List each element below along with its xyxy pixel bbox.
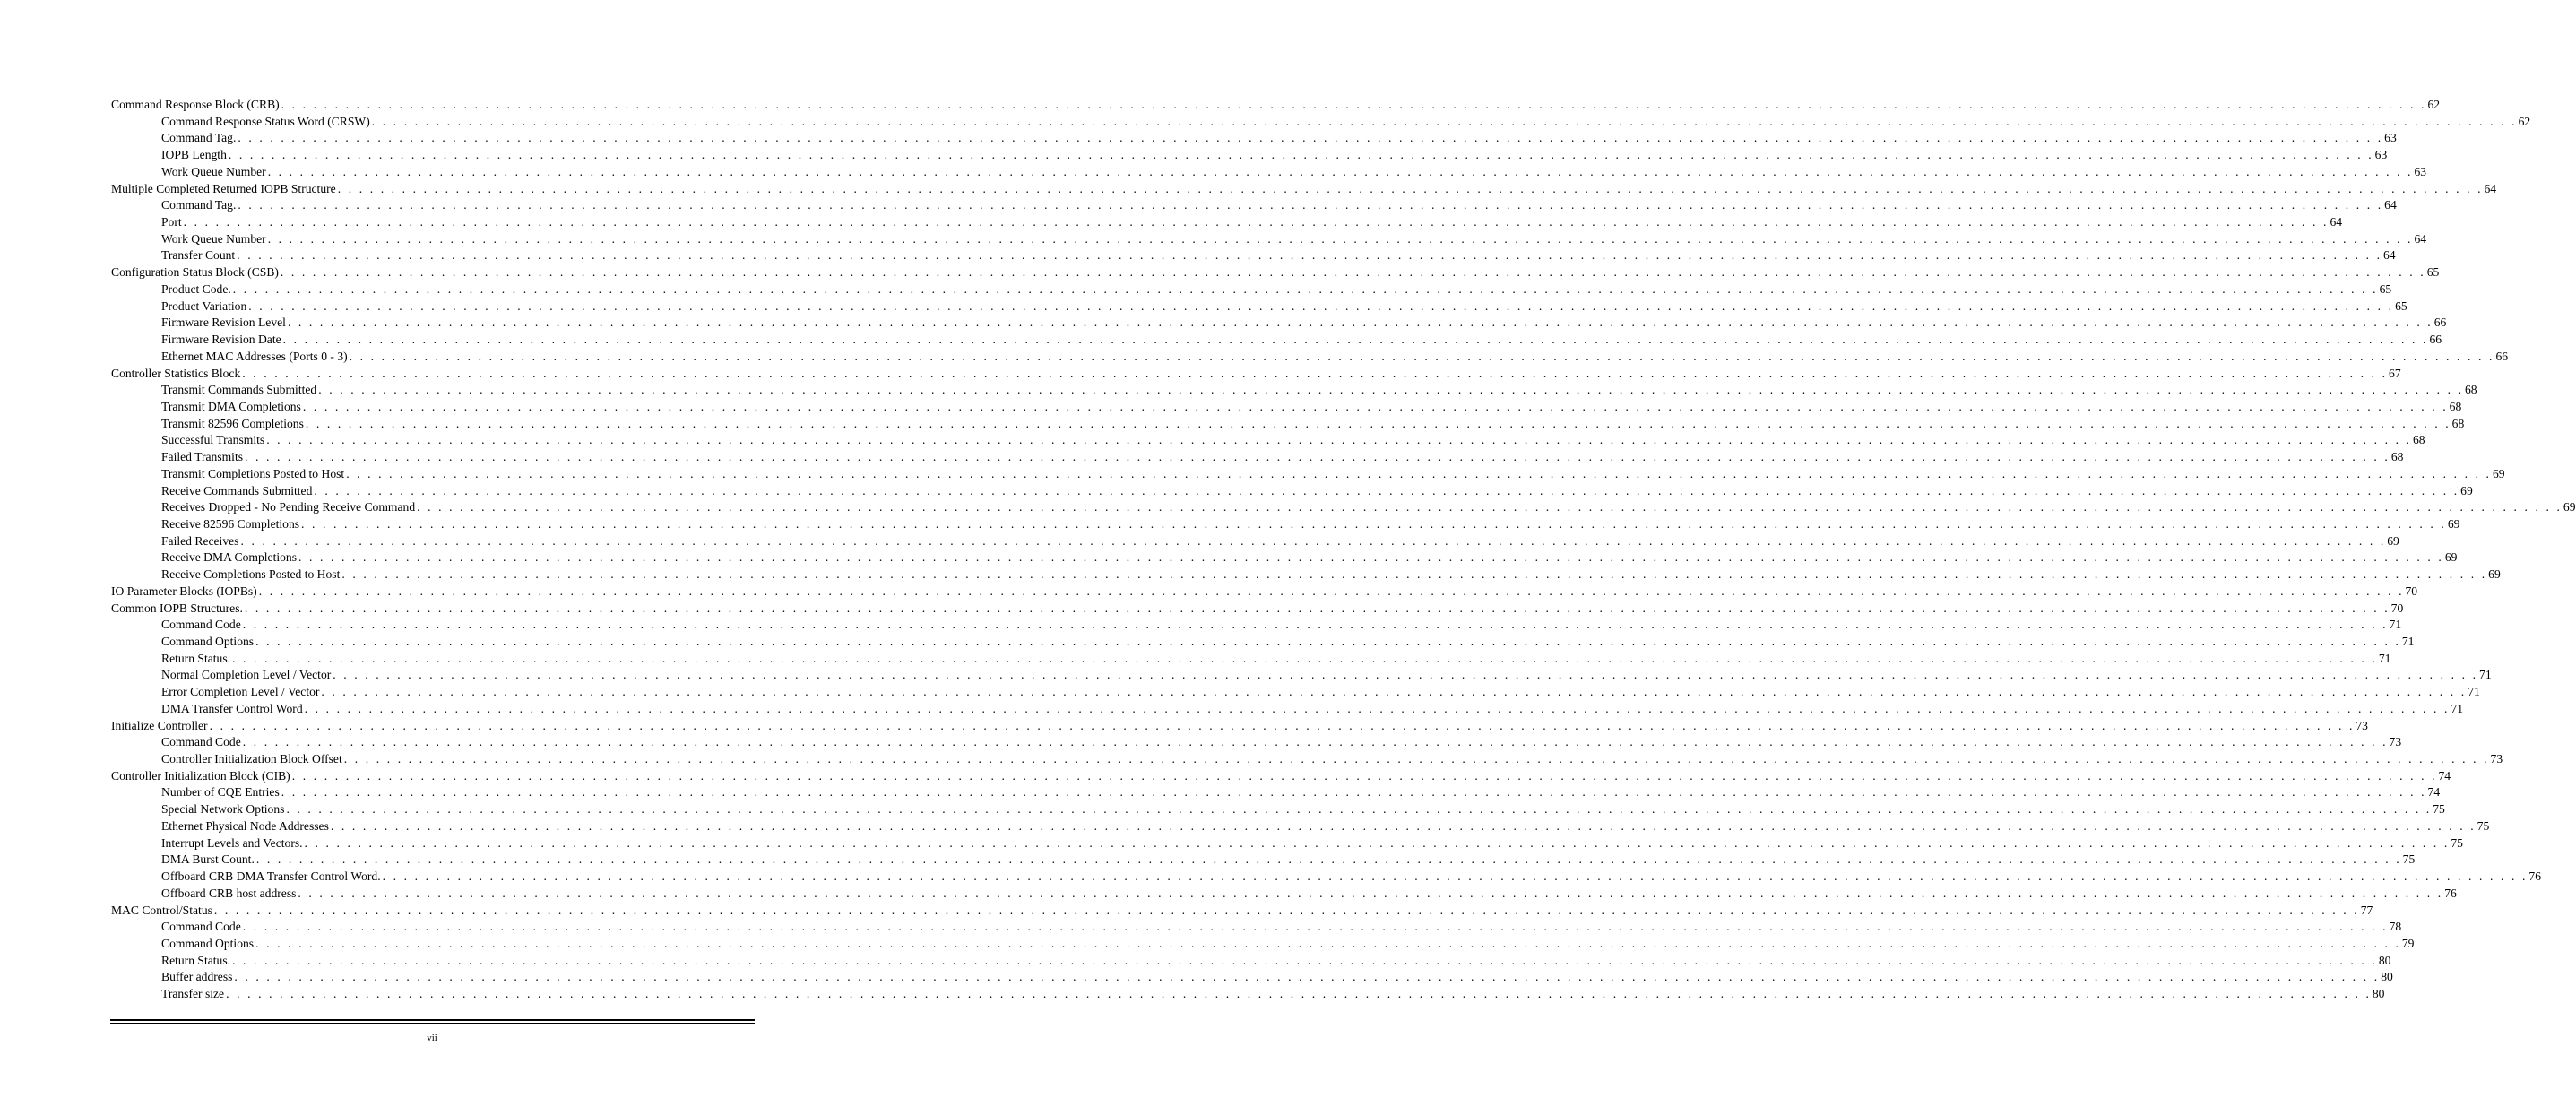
dot-leader: . . . . . . . . . . . . . . . . . . . . . . . . . . . . . . . . . . . . . . . . . . . . . . . . . . . . . . . . . . . . . . . . . . . . . . . . . . . . . . . . . . . . . . . . . . . . . . . . . . . . . . . . . . . . . . . . . . . . . . . . . . . . . . . . . . . . . . . . . . . . . . . . . . . . . . . . . . . . . . . . . . . . . . . . . . . . . . . . . . . . . . . . . . . . . . . . . . . . . . . .	[242, 920, 2389, 934]
toc-page-number: 67	[2389, 366, 2401, 380]
toc-subentry	[111, 164, 2427, 181]
toc-entry-title: Command Tag.	[161, 198, 237, 212]
toc-page-number: 75	[2451, 835, 2463, 850]
toc-page-number: 63	[2414, 164, 2427, 178]
toc-page-number: 62	[2518, 114, 2531, 128]
toc-subentry	[111, 298, 2407, 316]
toc-subentry	[111, 130, 2397, 147]
toc-entry-title: Offboard CRB DMA Transfer Control Word.	[161, 869, 381, 884]
dot-leader: . . . . . . . . . . . . . . . . . . . . . . . . . . . . . . . . . . . . . . . . . . . . . . . . . . . . . . . . . . . . . . . . . . . . . . . . . . . . . . . . . . . . . . . . . . . . . . . . . . . . . . . . . . . . . . . . . . . . . . . . . . . . . . . . . . . . . . . . . . . . . . . . . . . . . . . . . . . . . . . . . . . . . . . . . . . . . . . . . . . . . . . . . . . . . . . . . . . . . . . .	[282, 333, 2429, 347]
toc-page-number: 68	[2449, 399, 2462, 413]
toc-page-number: 71	[2468, 685, 2480, 699]
toc-entry-title: Command Code	[161, 618, 241, 632]
toc-entry-title: Controller Initialization Block Offset	[161, 752, 342, 766]
toc-subentry	[111, 432, 2425, 449]
toc-page-number: 76	[2528, 869, 2541, 884]
dot-leader: . . . . . . . . . . . . . . . . . . . . . . . . . . . . . . . . . . . . . . . . . . . . . . . . . . . . . . . . . . . . . . . . . . . . . . . . . . . . . . . . . . . . . . . . . . . . . . . . . . . . . . . . . . . . . . . . . . . . . . . . . . . . . . . . . . . . . . . . . . . . . . . . . . . . . . . . . . . . . . . . . . . . . . . . . . . . . . . . . . . . . . . . . . . . . . . . . . . . . . . .	[238, 131, 2383, 145]
toc-entry-title: Product Variation	[161, 298, 247, 313]
toc-subentry	[111, 684, 2480, 701]
toc-entry	[111, 366, 2401, 383]
toc-page-number: 77	[2360, 903, 2373, 917]
dot-leader: . . . . . . . . . . . . . . . . . . . . . . . . . . . . . . . . . . . . . . . . . . . . . . . . . . . . . . . . . . . . . . . . . . . . . . . . . . . . . . . . . . . . . . . . . . . . . . . . . . . . . . . . . . . . . . . . . . . . . . . . . . . . . . . . . . . . . . . . . . . . . . . . . . . . . . . . . . . . . . . . . . . . . . . . . . . . . . . . . . . . . . . . . . . . . . . . . . . . . . . .	[305, 416, 2451, 430]
dot-leader: . . . . . . . . . . . . . . . . . . . . . . . . . . . . . . . . . . . . . . . . . . . . . . . . . . . . . . . . . . . . . . . . . . . . . . . . . . . . . . . . . . . . . . . . . . . . . . . . . . . . . . . . . . . . . . . . . . . . . . . . . . . . . . . . . . . . . . . . . . . . . . . . . . . . . . . . . . . . . . . . . . . . . . . . . . . . . . . . . . . . . . . . . . . . . . . . . . . . . . . .	[281, 785, 2427, 800]
toc-subentry	[111, 969, 2393, 986]
dot-leader: . . . . . . . . . . . . . . . . . . . . . . . . . . . . . . . . . . . . . . . . . . . . . . . . . . . . . . . . . . . . . . . . . . . . . . . . . . . . . . . . . . . . . . . . . . . . . . . . . . . . . . . . . . . . . . . . . . . . . . . . . . . . . . . . . . . . . . . . . . . . . . . . . . . . . . . . . . . . . . . . . . . . . . . . . . . . . . . . . . . . . . . . . . . . . . . . . . . . . . . .	[267, 164, 2414, 178]
toc-page-number: 66	[2429, 333, 2442, 347]
toc-page-number: 73	[2356, 718, 2368, 732]
toc-page-number: 80	[2378, 953, 2391, 967]
toc-entry-title: Command Options	[161, 635, 255, 648]
footer-rule-thick	[110, 1019, 755, 1021]
toc-entry	[111, 584, 2418, 601]
dot-leader: . . . . . . . . . . . . . . . . . . . . . . . . . . . . . . . . . . . . . . . . . . . . . . . . . . . . . . . . . . . . . . . . . . . . . . . . . . . . . . . . . . . . . . . . . . . . . . . . . . . . . . . . . . . . . . . . . . . . . . . . . . . . . . . . . . . . . . . . . . . . . . . . . . . . . . . . . . . . . . . . . . . . . . . . . . . . . . . . . . . . . . . . . . . . . . . . . . . . . . . .	[242, 618, 2389, 632]
toc-page-number: 75	[2433, 802, 2445, 817]
toc-subentry	[111, 835, 2463, 852]
toc-entry	[111, 903, 2373, 920]
toc-subentry	[111, 936, 2415, 953]
dot-leader: . . . . . . . . . . . . . . . . . . . . . . . . . . . . . . . . . . . . . . . . . . . . . . . . . . . . . . . . . . . . . . . . . . . . . . . . . . . . . . . . . . . . . . . . . . . . . . . . . . . . . . . . . . . . . . . . . . . . . . . . . . . . . . . . . . . . . . . . . . . . . . . . . . . . . . . . . . . . . . . . . . . . . . . . . . . . . . . . . . . . . . . . . . . . . . . . . . . . . . . .	[371, 114, 2518, 128]
toc-page-number: 74	[2438, 768, 2451, 783]
toc-subentry	[111, 701, 2464, 718]
dot-leader: . . . . . . . . . . . . . . . . . . . . . . . . . . . . . . . . . . . . . . . . . . . . . . . . . . . . . . . . . . . . . . . . . . . . . . . . . . . . . . . . . . . . . . . . . . . . . . . . . . . . . . . . . . . . . . . . . . . . . . . . . . . . . . . . . . . . . . . . . . . . . . . . . . . . . . . . . . . . . . . . . . . . . . . . . . . . . . . . . . . . . . . . . . . . . . . . . . . . . . . .	[301, 516, 2447, 531]
dot-leader: . . . . . . . . . . . . . . . . . . . . . . . . . . . . . . . . . . . . . . . . . . . . . . . . . . . . . . . . . . . . . . . . . . . . . . . . . . . . . . . . . . . . . . . . . . . . . . . . . . . . . . . . . . . . . . . . . . . . . . . . . . . . . . . . . . . . . . . . . . . . . . . . . . . . . . . . . . . . . . . . . . . . . . . . . . . . . . . . . . . . . . . . . . . . . . . . . . . . . . . .	[240, 533, 2386, 548]
toc-entry-title: Buffer address	[161, 970, 233, 984]
toc-subentry	[111, 953, 2391, 970]
toc-subentry	[111, 986, 2385, 1003]
toc-page-number: 69	[2488, 567, 2501, 582]
toc-subentry	[111, 751, 2503, 768]
toc-entry-title: Command Tag.	[161, 131, 237, 145]
dot-leader: . . . . . . . . . . . . . . . . . . . . . . . . . . . . . . . . . . . . . . . . . . . . . . . . . . . . . . . . . . . . . . . . . . . . . . . . . . . . . . . . . . . . . . . . . . . . . . . . . . . . . . . . . . . . . . . . . . . . . . . . . . . . . . . . . . . . . . . . . . . . . . . . . . . . . . . . . . . . . . . . . . . . . . . . . . . . . . . . . . . . . . . . . . . . . . . . . . . . . . . .	[287, 316, 2433, 330]
toc-entry-title: Failed Receives	[161, 533, 239, 548]
toc-entry-title: Transmit 82596 Completions	[161, 416, 304, 430]
toc-entry-title: Transmit DMA Completions	[161, 399, 301, 413]
dot-leader: . . . . . . . . . . . . . . . . . . . . . . . . . . . . . . . . . . . . . . . . . . . . . . . . . . . . . . . . . . . . . . . . . . . . . . . . . . . . . . . . . . . . . . . . . . . . . . . . . . . . . . . . . . . . . . . . . . . . . . . . . . . . . . . . . . . . . . . . . . . . . . . . . . . . . . . . . . . . . . . . . . . . . . . . . . . . . . . . . . . . . . . . . . . . . . . . . . . . . . . .	[238, 198, 2383, 212]
dot-leader: . . . . . . . . . . . . . . . . . . . . . . . . . . . . . . . . . . . . . . . . . . . . . . . . . . . . . . . . . . . . . . . . . . . . . . . . . . . . . . . . . . . . . . . . . . . . . . . . . . . . . . . . . . . . . . . . . . . . . . . . . . . . . . . . . . . . . . . . . . . . . . . . . . . . . . . . . . . . . . . . . . . . . . . . . . . . . . . . . . . . . . . . . . . . . . . . . . . . . . . .	[382, 869, 2528, 884]
toc-entry-title: Configuration Status Block (CSB)	[111, 265, 279, 280]
toc-entry-title: Transfer size	[161, 987, 225, 1001]
toc-page-number: 65	[2426, 265, 2440, 280]
toc-entry	[111, 181, 2497, 198]
toc-subentry	[111, 466, 2505, 483]
toc-subentry	[111, 416, 2465, 433]
dot-leader: . . . . . . . . . . . . . . . . . . . . . . . . . . . . . . . . . . . . . . . . . . . . . . . . . . . . . . . . . . . . . . . . . . . . . . . . . . . . . . . . . . . . . . . . . . . . . . . . . . . . . . . . . . . . . . . . . . . . . . . . . . . . . . . . . . . . . . . . . . . . . . . . . . . . . . . . . . . . . . . . . . . . . . . . . . . . . . . . . . . . . . . . . . . . . . . . . . . . . . . .	[232, 651, 2378, 665]
toc-entry-title: Command Code	[161, 735, 241, 749]
toc-entry-title: Common IOPB Structures.	[111, 601, 243, 615]
toc-page-number: 65	[2379, 281, 2392, 296]
dot-leader: . . . . . . . . . . . . . . . . . . . . . . . . . . . . . . . . . . . . . . . . . . . . . . . . . . . . . . . . . . . . . . . . . . . . . . . . . . . . . . . . . . . . . . . . . . . . . . . . . . . . . . . . . . . . . . . . . . . . . . . . . . . . . . . . . . . . . . . . . . . . . . . . . . . . . . . . . . . . . . . . . . . . . . . . . . . . . . . . . . . . . . . . . . . . . . . . . . . . . . . .	[267, 231, 2414, 246]
toc-entry-title: Receive DMA Completions	[161, 550, 298, 565]
dot-leader: . . . . . . . . . . . . . . . . . . . . . . . . . . . . . . . . . . . . . . . . . . . . . . . . . . . . . . . . . . . . . . . . . . . . . . . . . . . . . . . . . . . . . . . . . . . . . . . . . . . . . . . . . . . . . . . . . . . . . . . . . . . . . . . . . . . . . . . . . . . . . . . . . . . . . . . . . . . . . . . . . . . . . . . . . . . . . . . . . . . . . . . . . . . . . . . . . . . . . . . .	[183, 215, 2330, 229]
toc-subentry	[111, 784, 2441, 801]
toc-page-number: 68	[2451, 416, 2465, 430]
toc-page-number: 69	[2444, 550, 2458, 565]
toc-subentry	[111, 801, 2445, 818]
toc-page-number: 75	[2402, 852, 2416, 867]
dot-leader: . . . . . . . . . . . . . . . . . . . . . . . . . . . . . . . . . . . . . . . . . . . . . . . . . . . . . . . . . . . . . . . . . . . . . . . . . . . . . . . . . . . . . . . . . . . . . . . . . . . . . . . . . . . . . . . . . . . . . . . . . . . . . . . . . . . . . . . . . . . . . . . . . . . . . . . . . . . . . . . . . . . . . . . . . . . . . . . . . . . . . . . . . . . . . . . . . . . . . . . .	[242, 735, 2389, 749]
dot-leader: . . . . . . . . . . . . . . . . . . . . . . . . . . . . . . . . . . . . . . . . . . . . . . . . . . . . . . . . . . . . . . . . . . . . . . . . . . . . . . . . . . . . . . . . . . . . . . . . . . . . . . . . . . . . . . . . . . . . . . . . . . . . . . . . . . . . . . . . . . . . . . . . . . . . . . . . . . . . . . . . . . . . . . . . . . . . . . . . . . . . . . . . . . . . . . . . . . . . . . . .	[232, 953, 2378, 967]
toc-page-number: 66	[2495, 349, 2509, 363]
toc-entry-title: Interrupt Levels and Vectors.	[161, 835, 303, 850]
toc-subentry	[111, 734, 2402, 751]
toc-page-number: 69	[2563, 500, 2576, 515]
dot-leader: . . . . . . . . . . . . . . . . . . . . . . . . . . . . . . . . . . . . . . . . . . . . . . . . . . . . . . . . . . . . . . . . . . . . . . . . . . . . . . . . . . . . . . . . . . . . . . . . . . . . . . . . . . . . . . . . . . . . . . . . . . . . . . . . . . . . . . . . . . . . . . . . . . . . . . . . . . . . . . . . . . . . . . . . . . . . . . . . . . . . . . . . . . . . . . . . . . . . . . . .	[343, 752, 2490, 766]
toc-page-number: 78	[2389, 920, 2402, 934]
toc-entry	[111, 718, 2368, 735]
toc-subentry	[111, 869, 2541, 886]
toc-page-number: 71	[2451, 701, 2464, 715]
toc-entry-title: IO Parameter Blocks (IOPBs)	[111, 584, 257, 598]
dot-leader: . . . . . . . . . . . . . . . . . . . . . . . . . . . . . . . . . . . . . . . . . . . . . . . . . . . . . . . . . . . . . . . . . . . . . . . . . . . . . . . . . . . . . . . . . . . . . . . . . . . . . . . . . . . . . . . . . . . . . . . . . . . . . . . . . . . . . . . . . . . . . . . . . . . . . . . . . . . . . . . . . . . . . . . . . . . . . . . . . . . . . . . . . . . . . . . . . . . . . . . .	[209, 718, 2355, 732]
toc-subentry	[111, 231, 2427, 248]
toc-entry-title: DMA Burst Count.	[161, 852, 255, 867]
toc-page-number: 69	[2460, 483, 2473, 497]
dot-leader: . . . . . . . . . . . . . . . . . . . . . . . . . . . . . . . . . . . . . . . . . . . . . . . . . . . . . . . . . . . . . . . . . . . . . . . . . . . . . . . . . . . . . . . . . . . . . . . . . . . . . . . . . . . . . . . . . . . . . . . . . . . . . . . . . . . . . . . . . . . . . . . . . . . . . . . . . . . . . . . . . . . . . . . . . . . . . . . . . . . . . . . . . . . . . . . . . . . . . . . .	[286, 802, 2432, 817]
toc-entry-title: Number of CQE Entries	[161, 785, 280, 800]
toc-entry-title: Return Status.	[161, 953, 231, 967]
toc-entry-title: Normal Completion Level / Vector	[161, 668, 332, 682]
toc-entry	[111, 97, 2441, 114]
dot-leader: . . . . . . . . . . . . . . . . . . . . . . . . . . . . . . . . . . . . . . . . . . . . . . . . . . . . . . . . . . . . . . . . . . . . . . . . . . . . . . . . . . . . . . . . . . . . . . . . . . . . . . . . . . . . . . . . . . . . . . . . . . . . . . . . . . . . . . . . . . . . . . . . . . . . . . . . . . . . . . . . . . . . . . . . . . . . . . . . . . . . . . . . . . . . . . . . . . . . . . . .	[346, 466, 2492, 480]
toc-page-number: 80	[2372, 987, 2385, 1001]
toc-page-number: 64	[2384, 198, 2397, 212]
toc-subentry	[111, 499, 2576, 516]
toc-subentry	[111, 651, 2391, 668]
dot-leader: . . . . . . . . . . . . . . . . . . . . . . . . . . . . . . . . . . . . . . . . . . . . . . . . . . . . . . . . . . . . . . . . . . . . . . . . . . . . . . . . . . . . . . . . . . . . . . . . . . . . . . . . . . . . . . . . . . . . . . . . . . . . . . . . . . . . . . . . . . . . . . . . . . . . . . . . . . . . . . . . . . . . . . . . . . . . . . . . . . . . . . . . . . . . . . . . . . . . . . . .	[349, 349, 2495, 363]
dot-leader: . . . . . . . . . . . . . . . . . . . . . . . . . . . . . . . . . . . . . . . . . . . . . . . . . . . . . . . . . . . . . . . . . . . . . . . . . . . . . . . . . . . . . . . . . . . . . . . . . . . . . . . . . . . . . . . . . . . . . . . . . . . . . . . . . . . . . . . . . . . . . . . . . . . . . . . . . . . . . . . . . . . . . . . . . . . . . . . . . . . . . . . . . . . . . . . . . . . . . . . .	[213, 903, 2360, 917]
dot-leader: . . . . . . . . . . . . . . . . . . . . . . . . . . . . . . . . . . . . . . . . . . . . . . . . . . . . . . . . . . . . . . . . . . . . . . . . . . . . . . . . . . . . . . . . . . . . . . . . . . . . . . . . . . . . . . . . . . . . . . . . . . . . . . . . . . . . . . . . . . . . . . . . . . . . . . . . . . . . . . . . . . . . . . . . . . . . . . . . . . . . . . . . . . . . . . . . . . . . . . . .	[298, 550, 2444, 565]
toc-page-number: 75	[2477, 818, 2490, 833]
dot-leader: . . . . . . . . . . . . . . . . . . . . . . . . . . . . . . . . . . . . . . . . . . . . . . . . . . . . . . . . . . . . . . . . . . . . . . . . . . . . . . . . . . . . . . . . . . . . . . . . . . . . . . . . . . . . . . . . . . . . . . . . . . . . . . . . . . . . . . . . . . . . . . . . . . . . . . . . . . . . . . . . . . . . . . . . . . . . . . . . . . . . . . . . . . . . . . . . . . . . . . . .	[321, 685, 2467, 699]
dot-leader: . . . . . . . . . . . . . . . . . . . . . . . . . . . . . . . . . . . . . . . . . . . . . . . . . . . . . . . . . . . . . . . . . . . . . . . . . . . . . . . . . . . . . . . . . . . . . . . . . . . . . . . . . . . . . . . . . . . . . . . . . . . . . . . . . . . . . . . . . . . . . . . . . . . . . . . . . . . . . . . . . . . . . . . . . . . . . . . . . . . . . . . . . . . . . . . . . . . . . . . .	[244, 601, 2390, 615]
dot-leader: . . . . . . . . . . . . . . . . . . . . . . . . . . . . . . . . . . . . . . . . . . . . . . . . . . . . . . . . . . . . . . . . . . . . . . . . . . . . . . . . . . . . . . . . . . . . . . . . . . . . . . . . . . . . . . . . . . . . . . . . . . . . . . . . . . . . . . . . . . . . . . . . . . . . . . . . . . . . . . . . . . . . . . . . . . . . . . . . . . . . . . . . . . . . . . . . . . . . . . . .	[341, 567, 2487, 582]
toc-subentry	[111, 147, 2388, 164]
toc-entry-title: Multiple Completed Returned IOPB Structure	[111, 181, 336, 195]
toc-entry	[111, 264, 2440, 281]
toc-subentry	[111, 667, 2492, 684]
toc-page-number: 71	[2389, 618, 2402, 632]
toc-page-number: 63	[2374, 148, 2388, 162]
toc-entry-title: Product Code.	[161, 281, 231, 296]
toc-page-number: 64	[2330, 215, 2343, 229]
toc-subentry	[111, 634, 2415, 651]
toc-subentry	[111, 315, 2447, 332]
toc-page-number: 68	[2465, 383, 2477, 397]
dot-leader: . . . . . . . . . . . . . . . . . . . . . . . . . . . . . . . . . . . . . . . . . . . . . . . . . . . . . . . . . . . . . . . . . . . . . . . . . . . . . . . . . . . . . . . . . . . . . . . . . . . . . . . . . . . . . . . . . . . . . . . . . . . . . . . . . . . . . . . . . . . . . . . . . . . . . . . . . . . . . . . . . . . . . . . . . . . . . . . . . . . . . . . . . . . . . . . . . . . . . . . .	[245, 450, 2390, 464]
dot-leader: . . . . . . . . . . . . . . . . . . . . . . . . . . . . . . . . . . . . . . . . . . . . . . . . . . . . . . . . . . . . . . . . . . . . . . . . . . . . . . . . . . . . . . . . . . . . . . . . . . . . . . . . . . . . . . . . . . . . . . . . . . . . . . . . . . . . . . . . . . . . . . . . . . . . . . . . . . . . . . . . . . . . . . . . . . . . . . . . . . . . . . . . . . . . . . . . . . . . . . . .	[248, 298, 2394, 313]
toc-entry-title: Firmware Revision Date	[161, 333, 281, 347]
toc-entry-title: Successful Transmits	[161, 433, 265, 447]
dot-leader: . . . . . . . . . . . . . . . . . . . . . . . . . . . . . . . . . . . . . . . . . . . . . . . . . . . . . . . . . . . . . . . . . . . . . . . . . . . . . . . . . . . . . . . . . . . . . . . . . . . . . . . . . . . . . . . . . . . . . . . . . . . . . . . . . . . . . . . . . . . . . . . . . . . . . . . . . . . . . . . . . . . . . . . . . . . . . . . . . . . . . . . . . . . . . . . . . . . . . . . .	[232, 281, 2379, 296]
toc-page-number: 80	[2381, 970, 2393, 984]
toc-entry-title: DMA Transfer Control Word	[161, 701, 303, 715]
dot-leader: . . . . . . . . . . . . . . . . . . . . . . . . . . . . . . . . . . . . . . . . . . . . . . . . . . . . . . . . . . . . . . . . . . . . . . . . . . . . . . . . . . . . . . . . . . . . . . . . . . . . . . . . . . . . . . . . . . . . . . . . . . . . . . . . . . . . . . . . . . . . . . . . . . . . . . . . . . . . . . . . . . . . . . . . . . . . . . . . . . . . . . . . . . . . . . . . . . . . . . . .	[228, 148, 2374, 162]
toc-page-number: 79	[2401, 936, 2415, 950]
toc-entry-title: Ethernet Physical Node Addresses	[161, 818, 329, 833]
toc-subentry	[111, 533, 2399, 550]
dot-leader: . . . . . . . . . . . . . . . . . . . . . . . . . . . . . . . . . . . . . . . . . . . . . . . . . . . . . . . . . . . . . . . . . . . . . . . . . . . . . . . . . . . . . . . . . . . . . . . . . . . . . . . . . . . . . . . . . . . . . . . . . . . . . . . . . . . . . . . . . . . . . . . . . . . . . . . . . . . . . . . . . . . . . . . . . . . . . . . . . . . . . . . . . . . . . . . . . . . . . . . .	[266, 433, 2412, 447]
dot-leader: . . . . . . . . . . . . . . . . . . . . . . . . . . . . . . . . . . . . . . . . . . . . . . . . . . . . . . . . . . . . . . . . . . . . . . . . . . . . . . . . . . . . . . . . . . . . . . . . . . . . . . . . . . . . . . . . . . . . . . . . . . . . . . . . . . . . . . . . . . . . . . . . . . . . . . . . . . . . . . . . . . . . . . . . . . . . . . . . . . . . . . . . . . . . . . . . . . . . . . . .	[237, 248, 2382, 263]
toc-page-number: 71	[2401, 635, 2415, 648]
toc-entry-title: IOPB Length	[161, 148, 227, 162]
dot-leader: . . . . . . . . . . . . . . . . . . . . . . . . . . . . . . . . . . . . . . . . . . . . . . . . . . . . . . . . . . . . . . . . . . . . . . . . . . . . . . . . . . . . . . . . . . . . . . . . . . . . . . . . . . . . . . . . . . . . . . . . . . . . . . . . . . . . . . . . . . . . . . . . . . . . . . . . . . . . . . . . . . . . . . . . . . . . . . . . . . . . . . . . . . . . . . . . . . . . . . . .	[298, 886, 2443, 900]
dot-leader: . . . . . . . . . . . . . . . . . . . . . . . . . . . . . . . . . . . . . . . . . . . . . . . . . . . . . . . . . . . . . . . . . . . . . . . . . . . . . . . . . . . . . . . . . . . . . . . . . . . . . . . . . . . . . . . . . . . . . . . . . . . . . . . . . . . . . . . . . . . . . . . . . . . . . . . . . . . . . . . . . . . . . . . . . . . . . . . . . . . . . . . . . . . . . . . . . . . . . . . .	[304, 835, 2450, 850]
dot-leader: . . . . . . . . . . . . . . . . . . . . . . . . . . . . . . . . . . . . . . . . . . . . . . . . . . . . . . . . . . . . . . . . . . . . . . . . . . . . . . . . . . . . . . . . . . . . . . . . . . . . . . . . . . . . . . . . . . . . . . . . . . . . . . . . . . . . . . . . . . . . . . . . . . . . . . . . . . . . . . . . . . . . . . . . . . . . . . . . . . . . . . . . . . . . . . . . . . . . . . . .	[314, 483, 2459, 497]
toc-page-number: 69	[2447, 516, 2460, 531]
toc-entry-title: Ethernet MAC Addresses (Ports 0 - 3)	[161, 349, 348, 363]
dot-leader: . . . . . . . . . . . . . . . . . . . . . . . . . . . . . . . . . . . . . . . . . . . . . . . . . . . . . . . . . . . . . . . . . . . . . . . . . . . . . . . . . . . . . . . . . . . . . . . . . . . . . . . . . . . . . . . . . . . . . . . . . . . . . . . . . . . . . . . . . . . . . . . . . . . . . . . . . . . . . . . . . . . . . . . . . . . . . . . . . . . . . . . . . . . . . . . . . . . . . . . .	[318, 383, 2464, 397]
toc-entry-title: Receive 82596 Completions	[161, 516, 300, 531]
dot-leader: . . . . . . . . . . . . . . . . . . . . . . . . . . . . . . . . . . . . . . . . . . . . . . . . . . . . . . . . . . . . . . . . . . . . . . . . . . . . . . . . . . . . . . . . . . . . . . . . . . . . . . . . . . . . . . . . . . . . . . . . . . . . . . . . . . . . . . . . . . . . . . . . . . . . . . . . . . . . . . . . . . . . . . . . . . . . . . . . . . . . . . . . . . . . . . . . . . . . . . . .	[255, 635, 2401, 648]
toc-subentry	[111, 886, 2457, 903]
dot-leader: . . . . . . . . . . . . . . . . . . . . . . . . . . . . . . . . . . . . . . . . . . . . . . . . . . . . . . . . . . . . . . . . . . . . . . . . . . . . . . . . . . . . . . . . . . . . . . . . . . . . . . . . . . . . . . . . . . . . . . . . . . . . . . . . . . . . . . . . . . . . . . . . . . . . . . . . . . . . . . . . . . . . . . . . . . . . . . . . . . . . . . . . . . . . . . . . . . . . . . . .	[330, 818, 2477, 833]
toc-subentry	[111, 214, 2343, 231]
toc-page-number: 62	[2427, 98, 2441, 111]
dot-leader: . . . . . . . . . . . . . . . . . . . . . . . . . . . . . . . . . . . . . . . . . . . . . . . . . . . . . . . . . . . . . . . . . . . . . . . . . . . . . . . . . . . . . . . . . . . . . . . . . . . . . . . . . . . . . . . . . . . . . . . . . . . . . . . . . . . . . . . . . . . . . . . . . . . . . . . . . . . . . . . . . . . . . . . . . . . . . . . . . . . . . . . . . . . . . . . . . . . . . . . .	[291, 768, 2438, 783]
toc-subentry	[111, 281, 2392, 298]
toc-page-number: 63	[2384, 131, 2397, 145]
toc-subentry	[111, 549, 2458, 566]
page-number: vii	[427, 1033, 437, 1043]
toc-entry-title: Command Response Status Word (CRSW)	[161, 114, 370, 128]
toc-entry	[111, 768, 2451, 785]
toc-entry-title: Transmit Commands Submitted	[161, 383, 317, 397]
toc-subentry	[111, 617, 2402, 634]
toc-entry-title: Command Response Block (CRB)	[111, 98, 280, 111]
toc-subentry	[111, 349, 2509, 366]
toc-page-number: 69	[2492, 466, 2505, 480]
toc-page-number: 70	[2390, 601, 2404, 615]
dot-leader: . . . . . . . . . . . . . . . . . . . . . . . . . . . . . . . . . . . . . . . . . . . . . . . . . . . . . . . . . . . . . . . . . . . . . . . . . . . . . . . . . . . . . . . . . . . . . . . . . . . . . . . . . . . . . . . . . . . . . . . . . . . . . . . . . . . . . . . . . . . . . . . . . . . . . . . . . . . . . . . . . . . . . . . . . . . . . . . . . . . . . . . . . . . . . . . . . . . . . . . .	[333, 668, 2478, 682]
toc-entry-title: Offboard CRB host address	[161, 886, 297, 900]
toc-entry-title: Command Code	[161, 920, 241, 934]
toc-subentry	[111, 197, 2397, 214]
toc-entry-title: Controller Statistics Block	[111, 366, 241, 380]
toc-subentry	[111, 449, 2404, 466]
dot-leader: . . . . . . . . . . . . . . . . . . . . . . . . . . . . . . . . . . . . . . . . . . . . . . . . . . . . . . . . . . . . . . . . . . . . . . . . . . . . . . . . . . . . . . . . . . . . . . . . . . . . . . . . . . . . . . . . . . . . . . . . . . . . . . . . . . . . . . . . . . . . . . . . . . . . . . . . . . . . . . . . . . . . . . . . . . . . . . . . . . . . . . . . . . . . . . . . . . . . . . . .	[417, 500, 2563, 515]
dot-leader: . . . . . . . . . . . . . . . . . . . . . . . . . . . . . . . . . . . . . . . . . . . . . . . . . . . . . . . . . . . . . . . . . . . . . . . . . . . . . . . . . . . . . . . . . . . . . . . . . . . . . . . . . . . . . . . . . . . . . . . . . . . . . . . . . . . . . . . . . . . . . . . . . . . . . . . . . . . . . . . . . . . . . . . . . . . . . . . . . . . . . . . . . . . . . . . . . . . . . . . .	[281, 98, 2427, 111]
toc-entry-title: Initialize Controller	[111, 718, 208, 732]
toc-page-number: 76	[2444, 886, 2457, 900]
toc-entry-title: Receive Completions Posted to Host	[161, 567, 341, 582]
dot-leader: . . . . . . . . . . . . . . . . . . . . . . . . . . . . . . . . . . . . . . . . . . . . . . . . . . . . . . . . . . . . . . . . . . . . . . . . . . . . . . . . . . . . . . . . . . . . . . . . . . . . . . . . . . . . . . . . . . . . . . . . . . . . . . . . . . . . . . . . . . . . . . . . . . . . . . . . . . . . . . . . . . . . . . . . . . . . . . . . . . . . . . . . . . . . . . . . . . . . . . . .	[258, 584, 2405, 598]
toc-entry	[111, 601, 2404, 618]
toc-entry-title: Receive Commands Submitted	[161, 483, 313, 497]
toc-entry-title: Return Status.	[161, 651, 231, 665]
toc-subentry	[111, 516, 2460, 533]
toc-entry-title: Failed Transmits	[161, 450, 244, 464]
toc-page-number: 73	[2490, 752, 2503, 766]
toc-subentry	[111, 818, 2490, 835]
dot-leader: . . . . . . . . . . . . . . . . . . . . . . . . . . . . . . . . . . . . . . . . . . . . . . . . . . . . . . . . . . . . . . . . . . . . . . . . . . . . . . . . . . . . . . . . . . . . . . . . . . . . . . . . . . . . . . . . . . . . . . . . . . . . . . . . . . . . . . . . . . . . . . . . . . . . . . . . . . . . . . . . . . . . . . . . . . . . . . . . . . . . . . . . . . . . . . . . . . . . . . . .	[337, 181, 2484, 195]
dot-leader: . . . . . . . . . . . . . . . . . . . . . . . . . . . . . . . . . . . . . . . . . . . . . . . . . . . . . . . . . . . . . . . . . . . . . . . . . . . . . . . . . . . . . . . . . . . . . . . . . . . . . . . . . . . . . . . . . . . . . . . . . . . . . . . . . . . . . . . . . . . . . . . . . . . . . . . . . . . . . . . . . . . . . . . . . . . . . . . . . . . . . . . . . . . . . . . . . . . . . . . .	[302, 399, 2449, 413]
toc-page-number: 73	[2389, 735, 2402, 749]
dot-leader: . . . . . . . . . . . . . . . . . . . . . . . . . . . . . . . . . . . . . . . . . . . . . . . . . . . . . . . . . . . . . . . . . . . . . . . . . . . . . . . . . . . . . . . . . . . . . . . . . . . . . . . . . . . . . . . . . . . . . . . . . . . . . . . . . . . . . . . . . . . . . . . . . . . . . . . . . . . . . . . . . . . . . . . . . . . . . . . . . . . . . . . . . . . . . . . . . . . . . . . .	[234, 970, 2380, 984]
dot-leader: . . . . . . . . . . . . . . . . . . . . . . . . . . . . . . . . . . . . . . . . . . . . . . . . . . . . . . . . . . . . . . . . . . . . . . . . . . . . . . . . . . . . . . . . . . . . . . . . . . . . . . . . . . . . . . . . . . . . . . . . . . . . . . . . . . . . . . . . . . . . . . . . . . . . . . . . . . . . . . . . . . . . . . . . . . . . . . . . . . . . . . . . . . . . . . . . . . . . . . . .	[304, 701, 2451, 715]
toc-page-number: 70	[2405, 584, 2418, 598]
dot-leader: . . . . . . . . . . . . . . . . . . . . . . . . . . . . . . . . . . . . . . . . . . . . . . . . . . . . . . . . . . . . . . . . . . . . . . . . . . . . . . . . . . . . . . . . . . . . . . . . . . . . . . . . . . . . . . . . . . . . . . . . . . . . . . . . . . . . . . . . . . . . . . . . . . . . . . . . . . . . . . . . . . . . . . . . . . . . . . . . . . . . . . . . . . . . . . . . . . . . . . . .	[255, 936, 2401, 950]
toc-entry-title: Firmware Revision Level	[161, 316, 286, 330]
toc-entry-title: Transfer Count	[161, 248, 236, 263]
toc-page-number: 71	[2479, 668, 2492, 682]
toc-page-number: 66	[2433, 316, 2447, 330]
toc-subentry	[111, 483, 2473, 500]
toc-page-number: 65	[2395, 298, 2407, 313]
toc-page-number: 69	[2387, 533, 2399, 548]
dot-leader: . . . . . . . . . . . . . . . . . . . . . . . . . . . . . . . . . . . . . . . . . . . . . . . . . . . . . . . . . . . . . . . . . . . . . . . . . . . . . . . . . . . . . . . . . . . . . . . . . . . . . . . . . . . . . . . . . . . . . . . . . . . . . . . . . . . . . . . . . . . . . . . . . . . . . . . . . . . . . . . . . . . . . . . . . . . . . . . . . . . . . . . . . . . . . . . . . . . . . . . .	[280, 265, 2426, 280]
dot-leader: . . . . . . . . . . . . . . . . . . . . . . . . . . . . . . . . . . . . . . . . . . . . . . . . . . . . . . . . . . . . . . . . . . . . . . . . . . . . . . . . . . . . . . . . . . . . . . . . . . . . . . . . . . . . . . . . . . . . . . . . . . . . . . . . . . . . . . . . . . . . . . . . . . . . . . . . . . . . . . . . . . . . . . . . . . . . . . . . . . . . . . . . . . . . . . . . . . . . . . . .	[242, 366, 2388, 380]
dot-leader: . . . . . . . . . . . . . . . . . . . . . . . . . . . . . . . . . . . . . . . . . . . . . . . . . . . . . . . . . . . . . . . . . . . . . . . . . . . . . . . . . . . . . . . . . . . . . . . . . . . . . . . . . . . . . . . . . . . . . . . . . . . . . . . . . . . . . . . . . . . . . . . . . . . . . . . . . . . . . . . . . . . . . . . . . . . . . . . . . . . . . . . . . . . . . . . . . . . . . . . .	[255, 852, 2402, 867]
toc-page-number: 74	[2427, 785, 2441, 800]
toc-subentry	[111, 382, 2477, 399]
toc-entry-title: Transmit Completions Posted to Host	[161, 466, 345, 480]
toc-entry-title: Error Completion Level / Vector	[161, 685, 320, 699]
toc-entry-title: Port	[161, 215, 182, 229]
toc-page-number: 64	[2414, 231, 2427, 246]
toc-subentry	[111, 919, 2402, 936]
toc-subentry	[111, 399, 2462, 416]
toc-entry-title: MAC Control/Status	[111, 903, 212, 917]
toc-page-number: 64	[2382, 248, 2396, 263]
toc-entry-title: Special Network Options	[161, 802, 285, 817]
toc-page-number: 68	[2412, 433, 2425, 447]
toc-entry-title: Work Queue Number	[161, 164, 266, 178]
toc-page-number: 71	[2378, 651, 2391, 665]
footer-rule-thin	[110, 1023, 755, 1024]
toc-subentry	[111, 852, 2416, 869]
toc-subentry	[111, 566, 2501, 584]
dot-leader: . . . . . . . . . . . . . . . . . . . . . . . . . . . . . . . . . . . . . . . . . . . . . . . . . . . . . . . . . . . . . . . . . . . . . . . . . . . . . . . . . . . . . . . . . . . . . . . . . . . . . . . . . . . . . . . . . . . . . . . . . . . . . . . . . . . . . . . . . . . . . . . . . . . . . . . . . . . . . . . . . . . . . . . . . . . . . . . . . . . . . . . . . . . . . . . . . . . . . . . .	[226, 987, 2372, 1001]
toc-page-number: 64	[2484, 181, 2497, 195]
toc-entry-title: Command Options	[161, 936, 255, 950]
toc-entry-title: Work Queue Number	[161, 231, 266, 246]
toc-page-number: 68	[2390, 450, 2404, 464]
toc-entry-title: Receives Dropped - No Pending Receive Command	[161, 500, 416, 515]
toc-subentry	[111, 247, 2396, 264]
toc-subentry	[111, 332, 2442, 349]
toc-entry-title: Controller Initialization Block (CIB)	[111, 768, 290, 783]
toc-subentry	[111, 114, 2531, 131]
table-of-contents	[111, 97, 2576, 1003]
